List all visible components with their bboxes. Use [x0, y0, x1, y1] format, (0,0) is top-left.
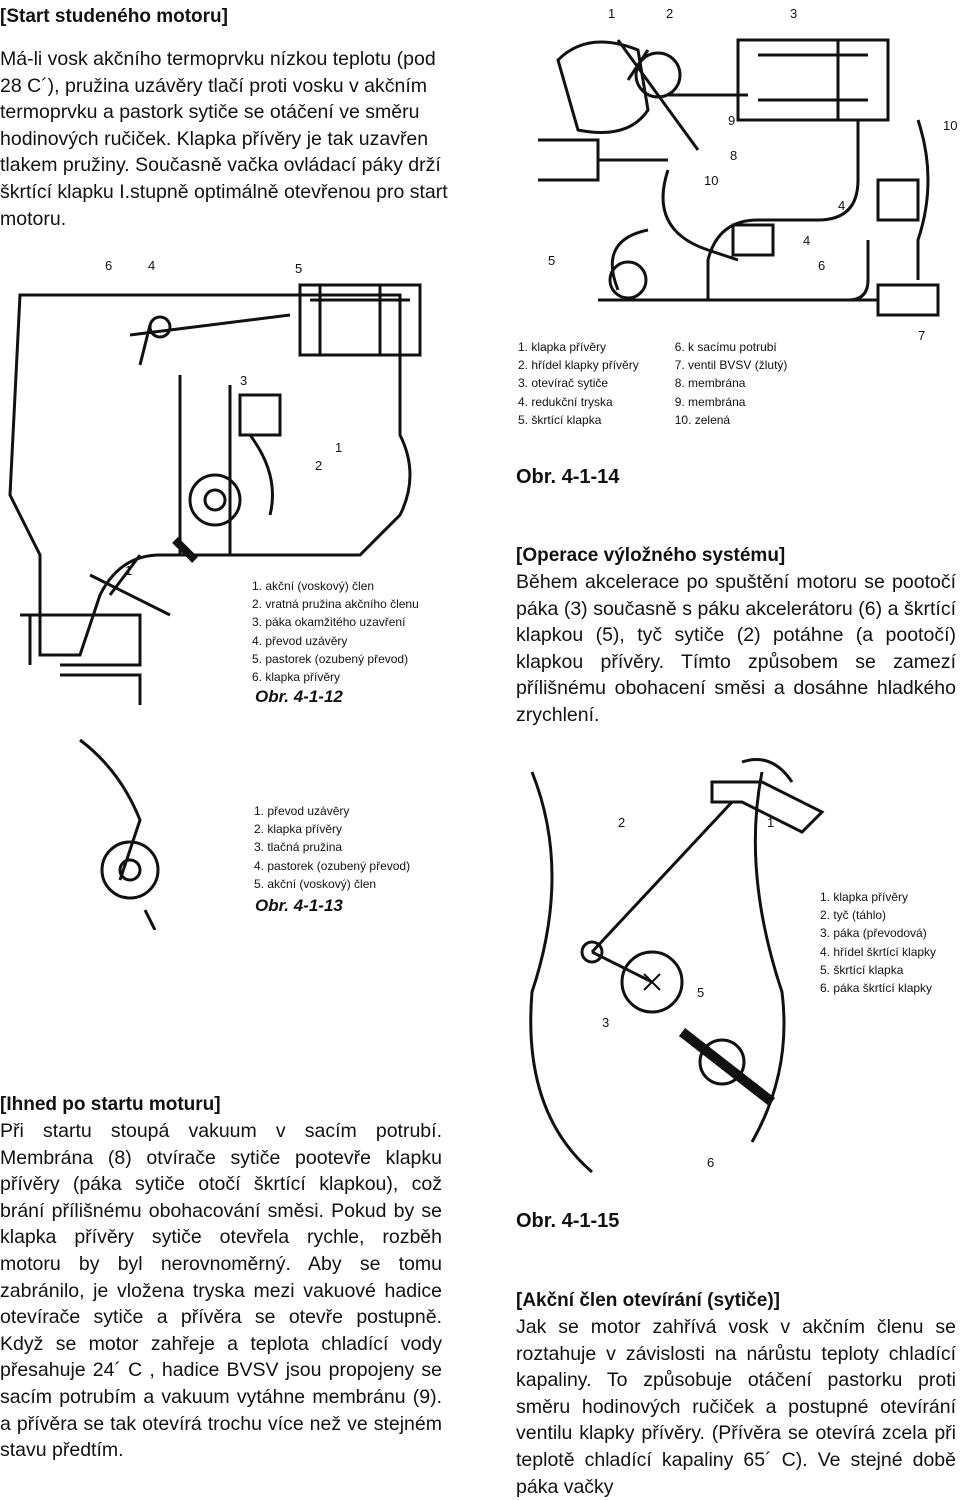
legend-item: 3. páka okamžitého uzavření [252, 615, 406, 630]
legend-item: 2. hřídel klapky přívěry [518, 358, 639, 373]
legend-item: 9. membrána [674, 394, 746, 409]
cold-start-heading: [Start studeného motoru] [0, 6, 228, 27]
svg-text:6: 6 [105, 258, 113, 273]
legend-item: 6. klapka přívěry [252, 670, 341, 685]
svg-text:1: 1 [767, 815, 775, 830]
svg-text:4: 4 [838, 198, 846, 213]
legend-item: 2. klapka přívěry [254, 822, 343, 837]
after-start-section [0, 1092, 442, 1464]
legend-item: 2. vratná pružina akčního členu [252, 597, 419, 612]
legend-item: 6. k sacímu potrubí [674, 340, 777, 354]
svg-text:10: 10 [943, 118, 958, 133]
svg-text:10: 10 [704, 173, 719, 188]
figure-4-1-15 [512, 752, 957, 1180]
legend-item: 4. hřídel škrtící klapky [820, 944, 937, 959]
legend-item: 1. klapka přívěry [518, 340, 607, 354]
svg-text:3: 3 [240, 373, 248, 388]
legend-item: 4. pastorek (ozubený převod) [254, 858, 411, 873]
svg-text:3: 3 [602, 1015, 610, 1030]
figure-4-1-14 [518, 0, 958, 440]
legend-item: 3. otevírač sytiče [518, 376, 609, 391]
svg-text:6: 6 [818, 258, 826, 273]
svg-text:1: 1 [608, 6, 616, 21]
svg-text:7: 7 [918, 328, 926, 343]
legend-item: 10. zelená [674, 412, 731, 427]
fig15-caption: Obr. 4-1-15 [516, 1210, 620, 1232]
legend-item: 8. membrána [674, 376, 746, 391]
svg-text:9: 9 [728, 113, 736, 128]
svg-text:1: 1 [125, 563, 133, 578]
svg-text:5: 5 [548, 253, 556, 268]
legend-item: 3. tlačná pružina [254, 840, 343, 855]
accel-body: Během akcelerace po spuštění motoru se pootočí páka (3) současně s páku akcelerátoru (6) a škrtící klapkou (5), tyč sytiče (2) potáhne (a pootočí) klapkou přívěry. Tímto způsobem se zamezí přílišnému obohacení směsi a dosáhne hladkého zrychlení. [516, 571, 956, 726]
fig14-caption: Obr. 4-1-14 [516, 466, 620, 488]
fig13-legend [254, 802, 410, 893]
svg-text:8: 8 [730, 148, 738, 163]
svg-text:4: 4 [148, 258, 156, 273]
actuator-heading: [Akční člen otevírání (sytiče)] [516, 1290, 780, 1311]
svg-text:1: 1 [335, 440, 343, 455]
svg-text:6: 6 [707, 1155, 715, 1170]
actuator-section [516, 1288, 956, 1500]
svg-text:5: 5 [295, 261, 303, 276]
legend-item: 1. akční (voskový) člen [252, 579, 375, 593]
svg-text:3: 3 [790, 6, 798, 21]
legend-item: 6. páka škrtící klapky [820, 981, 933, 996]
legend-item: 4. redukční tryska [518, 394, 613, 409]
legend-item: 3. páka (převodová) [820, 926, 927, 941]
fig13-caption: Obr. 4-1-13 [255, 896, 343, 915]
fig14-legend-right [675, 338, 788, 429]
legend-item: 5. škrtící klapka [518, 412, 602, 427]
legend-item: 5. akční (voskový) člen [254, 876, 377, 891]
actuator-body: Jak se motor zahřívá vosk v akčním členu se roztahuje v závislosti na nárůstu teploty chladící kapaliny. To způsobuje otáčení pastorku proti směru hodinových ručiček a postupné otevírání ventilu klapky přívěry. (Přívěra se otevírá zcela při teplotě chladící kapaliny 65´ C). Ve stejné době páka vačky [516, 1316, 956, 1498]
figure-4-1-13 [0, 720, 450, 930]
fig12-legend [252, 577, 419, 686]
svg-text:2: 2 [618, 815, 626, 830]
cold-start-section [0, 4, 448, 232]
svg-text:5: 5 [697, 985, 705, 1000]
accel-heading: [Operace výložného systému] [516, 545, 786, 566]
fig14-legend-left [518, 338, 639, 429]
legend-item: 2. tyč (táhlo) [820, 908, 887, 923]
legend-item: 7. ventil BVSV (žlutý) [674, 358, 788, 373]
cold-start-body: Má-li vosk akčního termoprvku nízkou teplotu (pod 28 C´), pružina uzávěry tlačí proti vosku v akčním termoprvku a pastork sytiče se otáčení ve směru hodinových ručiček. Klapka přívěry je tak uzavřen tlakem pružiny. Současně vačka ovládací páky drží škrtící klapku I.stupně optimálně otevřenou pro start motoru. [0, 48, 448, 230]
fig12-caption: Obr. 4-1-12 [255, 687, 343, 706]
legend-item: 5. škrtící klapka [820, 962, 904, 977]
svg-text:2: 2 [315, 458, 323, 473]
accel-section [516, 543, 956, 729]
legend-item: 4. převod uzávěry [252, 633, 348, 648]
fig15-legend [820, 888, 936, 997]
figure-4-1-12 [0, 255, 445, 720]
legend-item: 1. převod uzávěry [254, 804, 350, 818]
legend-item: 1. klapka přívěry [820, 890, 909, 904]
fig14-legend [518, 338, 787, 429]
svg-text:2: 2 [666, 6, 674, 21]
svg-text:4: 4 [803, 233, 811, 248]
legend-item: 5. pastorek (ozubený převod) [252, 651, 409, 666]
after-start-body: Při startu stoupá vakuum v sacím potrubí. Membrána (8) otvírače sytiče pootevře klapku přívěry (páka sytiče otočí škrtící klapkou), což brání přílišnému obohacování směsi. Pokud by se klapka přívěry sytiče otevřela rychle, rozběh motoru by byl nerovnoměrný. Aby se tomu zabránilo, je vložena tryska mezi vakuové hadice otevírače sytiče a přívěra se otevře postupně. Když se motor zahřeje a teplota chladící vody přesahuje 24´ C , hadice BVSV jsou propojeny se sacím potrubím a vakuum vytáhne membránu (9). a přívěra se tak otevírá trochu více než ve stejném stavu předtím. [0, 1120, 442, 1462]
after-start-heading: [Ihned po startu moturu] [0, 1094, 221, 1115]
